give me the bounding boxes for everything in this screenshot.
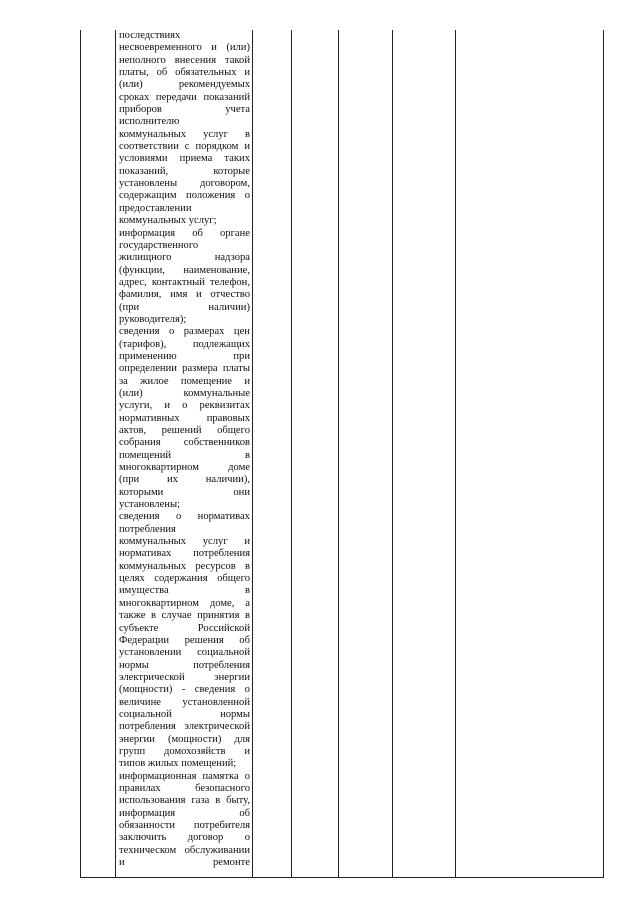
text-line: неполного внесения такой [119,54,250,66]
text-line: субъекте Российской [119,622,250,634]
text-line: сведения о нормативах [119,511,250,523]
column-divider-6 [455,30,456,878]
column-divider-5 [392,30,393,878]
table-bottom-border [80,877,604,878]
text-line: (или) рекомендуемых [119,79,250,91]
text-line: нормы потребления [119,659,250,671]
text-line: целях содержания общего [119,573,250,585]
text-line: актов, решений общего [119,425,250,436]
text-line: техническом обслуживании [119,844,250,856]
text-line: платы, об обязательных и [119,67,250,79]
text-line: за жилое помещение и [119,375,250,387]
text-line: предоставлении [119,202,192,214]
text-line: имущества в [119,585,250,597]
text-line: информационная памятка о [119,770,250,782]
column-divider-1 [115,30,116,878]
text-line: нормативных правовых [119,412,250,424]
text-line: содержащим положения о [119,190,250,202]
text-line: величине установленной [119,696,250,708]
text-line: и ремонте [119,857,250,869]
table-cell-text [119,30,250,869]
text-line: адрес, контактный телефон, [119,276,250,288]
text-line: установлении социальной [119,647,250,659]
text-line: государственного [119,239,199,251]
text-line: использования газа в быту, [119,795,250,807]
text-line: Федерации решения об [119,634,250,646]
text-line: руководителя); [119,313,187,325]
text-line: (при их наличии), [119,474,250,486]
text-line: определении размера платы [119,363,250,375]
column-divider-3 [291,30,292,878]
text-line: помещений в [119,449,250,461]
text-line: показаний, которые [119,165,250,177]
column-divider-2 [252,30,253,878]
text-line: фамилия, имя и отчество [119,289,250,301]
text-line: приборов учета [119,104,250,116]
text-line: последствиях [119,30,181,41]
text-line: обязанности потребителя [119,820,250,831]
text-line: социальной нормы [119,708,250,720]
text-line: также в случае принятия в [119,610,250,622]
text-line: нормативах потребления [119,548,250,560]
text-line: коммунальных услуг и [119,536,250,548]
text-line: информация об [119,807,250,819]
text-line: собрания собственников [119,437,250,449]
table-border-left [80,30,81,878]
text-line: жилищного надзора [119,252,250,264]
text-line: несвоевременного и (или) [119,42,250,54]
text-line: информация об органе [119,227,250,239]
text-line: типов жилых помещений; [119,758,237,770]
text-line: энергии (мощности) для [119,733,250,745]
column-divider-4 [338,30,339,878]
text-line: соответствии с порядком и [119,141,250,153]
text-line: установлены договором, [119,178,250,190]
text-line: (функции, наименование, [119,264,250,276]
text-line: потребления [119,523,176,535]
text-line: коммунальных услуг; [119,215,217,227]
text-line: исполнителю [119,116,180,128]
text-line: услуги, и о реквизитах [119,400,250,412]
text-line: установлены; [119,499,181,511]
text-line: применению при [119,350,250,362]
text-line: многоквартирном доме, а [119,597,250,609]
text-line: которыми они [119,486,250,498]
text-line: (при наличии) [119,301,250,313]
text-line: коммунальных ресурсов в [119,560,250,572]
text-line: (или) коммунальные [119,387,250,399]
text-line: многоквартирном доме [119,462,250,474]
text-line: групп домохозяйств и [119,745,250,757]
text-line: сведения о размерах цен [119,326,250,338]
text-line: коммунальных услуг в [119,128,250,140]
text-line: условиями приема таких [119,153,250,165]
text-line: потребления электрической [119,721,250,733]
text-line: (мощности) - сведения о [119,684,250,696]
text-line: сроках передачи показаний [119,91,250,103]
text-line: заключить договор о [119,832,250,844]
table-border-right [603,30,604,878]
text-line: (тарифов), подлежащих [119,338,250,350]
text-line: правилах безопасного [119,782,250,794]
text-line: электрической энергии [119,671,250,683]
